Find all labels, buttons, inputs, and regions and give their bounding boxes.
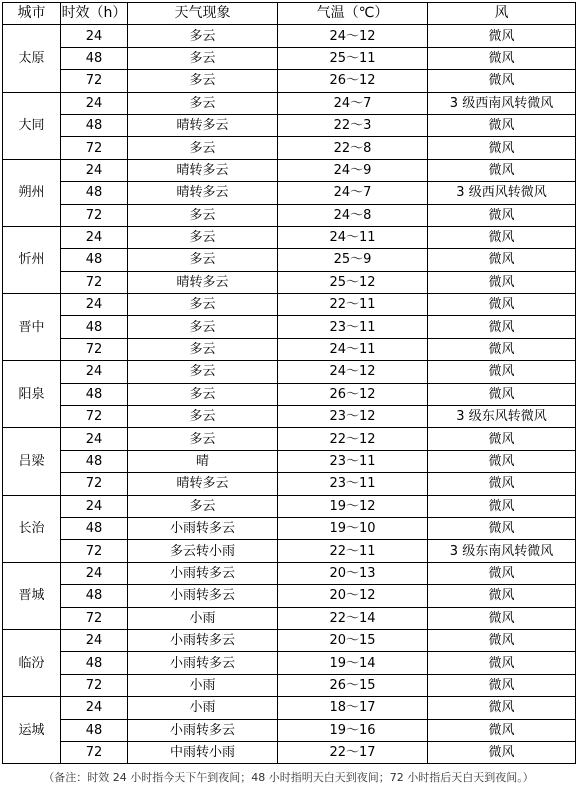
table-row [3, 428, 576, 450]
temperature-cell: 22～14 [278, 607, 428, 629]
wind-cell: 微风 [428, 607, 576, 629]
wind-cell: 微风 [428, 114, 576, 136]
weather-cell: 多云 [128, 92, 278, 114]
temperature-cell: 20～13 [278, 562, 428, 584]
temperature-cell: 24～11 [278, 226, 428, 248]
city-name-cell: 晋中 [3, 294, 61, 361]
temperature-cell: 24～9 [278, 159, 428, 181]
table-row [3, 652, 576, 674]
weather-cell: 多云 [128, 338, 278, 360]
table-row [3, 562, 576, 584]
hours-cell: 24 [61, 226, 128, 248]
table-row [3, 316, 576, 338]
weather-cell: 晴转多云 [128, 271, 278, 293]
weather-cell: 小雨 [128, 607, 278, 629]
weather-cell: 多云转小雨 [128, 540, 278, 562]
hours-cell: 72 [61, 540, 128, 562]
city-name-cell: 长治 [3, 495, 61, 562]
table-row [3, 383, 576, 405]
temperature-cell: 19～16 [278, 719, 428, 741]
weather-cell: 小雨转多云 [128, 517, 278, 539]
table-row [3, 697, 576, 719]
table-row [3, 473, 576, 495]
temperature-cell: 22～8 [278, 137, 428, 159]
wind-cell: 微风 [428, 25, 576, 47]
table-row [3, 719, 576, 741]
table-row [3, 114, 576, 136]
weather-cell: 多云 [128, 294, 278, 316]
wind-cell: 微风 [428, 428, 576, 450]
table-row [3, 182, 576, 204]
wind-cell: 微风 [428, 517, 576, 539]
weather-cell: 多云 [128, 47, 278, 69]
temperature-cell: 22～3 [278, 114, 428, 136]
wind-cell: 微风 [428, 585, 576, 607]
hours-cell: 24 [61, 159, 128, 181]
hours-cell: 72 [61, 406, 128, 428]
hours-cell: 24 [61, 294, 128, 316]
wind-cell: 微风 [428, 47, 576, 69]
city-name-cell: 运城 [3, 697, 61, 764]
wind-cell: 微风 [428, 562, 576, 584]
table-row [3, 226, 576, 248]
temperature-cell: 23～11 [278, 473, 428, 495]
table-row [3, 25, 576, 47]
temperature-cell: 25～12 [278, 271, 428, 293]
temperature-cell: 19～14 [278, 652, 428, 674]
hours-cell: 48 [61, 47, 128, 69]
temperature-cell: 19～12 [278, 495, 428, 517]
hours-cell: 48 [61, 719, 128, 741]
table-row [3, 741, 576, 763]
table-row [3, 450, 576, 472]
wind-cell: 微风 [428, 495, 576, 517]
hours-cell: 72 [61, 607, 128, 629]
weather-cell: 晴转多云 [128, 473, 278, 495]
wind-cell: 微风 [428, 271, 576, 293]
temperature-cell: 20～15 [278, 629, 428, 651]
temperature-cell: 26～12 [278, 70, 428, 92]
table-row [3, 47, 576, 69]
header-temperature: 气温（℃） [278, 3, 428, 25]
table-row [3, 137, 576, 159]
table-row [3, 495, 576, 517]
hours-cell: 48 [61, 182, 128, 204]
hours-cell: 72 [61, 338, 128, 360]
weather-cell: 小雨转多云 [128, 585, 278, 607]
temperature-cell: 22～12 [278, 428, 428, 450]
hours-cell: 24 [61, 697, 128, 719]
table-row [3, 249, 576, 271]
city-name-cell: 太原 [3, 25, 61, 92]
hours-cell: 48 [61, 114, 128, 136]
header-wind: 风 [428, 3, 576, 25]
weather-cell: 中雨转小雨 [128, 741, 278, 763]
city-name-cell: 忻州 [3, 226, 61, 293]
wind-cell: 微风 [428, 249, 576, 271]
weather-cell: 小雨转多云 [128, 652, 278, 674]
temperature-cell: 22～17 [278, 741, 428, 763]
city-name-cell: 朔州 [3, 159, 61, 226]
table-row [3, 406, 576, 428]
wind-cell: 微风 [428, 629, 576, 651]
weather-cell: 多云 [128, 204, 278, 226]
temperature-cell: 24～12 [278, 361, 428, 383]
hours-cell: 24 [61, 428, 128, 450]
table-row [3, 70, 576, 92]
weather-cell: 多云 [128, 383, 278, 405]
hours-cell: 48 [61, 383, 128, 405]
table-row [3, 294, 576, 316]
weather-cell: 多云 [128, 316, 278, 338]
wind-cell: 微风 [428, 450, 576, 472]
hours-cell: 72 [61, 137, 128, 159]
wind-cell: 微风 [428, 159, 576, 181]
wind-cell: 3 级东风转微风 [428, 406, 576, 428]
wind-cell: 微风 [428, 316, 576, 338]
wind-cell: 微风 [428, 70, 576, 92]
temperature-cell: 24～11 [278, 338, 428, 360]
table-row [3, 607, 576, 629]
table-row [3, 540, 576, 562]
header-hours: 时效（h） [61, 3, 128, 25]
city-name-cell: 大同 [3, 92, 61, 159]
hours-cell: 24 [61, 25, 128, 47]
weather-cell: 多云 [128, 495, 278, 517]
temperature-cell: 24～12 [278, 25, 428, 47]
hours-cell: 24 [61, 92, 128, 114]
city-name-cell: 阳泉 [3, 361, 61, 428]
forecast-table [2, 2, 576, 764]
weather-cell: 多云 [128, 361, 278, 383]
temperature-cell: 26～15 [278, 674, 428, 696]
table-row [3, 517, 576, 539]
temperature-cell: 24～8 [278, 204, 428, 226]
table-row [3, 271, 576, 293]
weather-cell: 多云 [128, 406, 278, 428]
weather-cell: 晴转多云 [128, 159, 278, 181]
table-row [3, 674, 576, 696]
hours-cell: 48 [61, 585, 128, 607]
wind-cell: 微风 [428, 652, 576, 674]
city-name-cell: 吕梁 [3, 428, 61, 495]
weather-cell: 小雨转多云 [128, 629, 278, 651]
hours-cell: 48 [61, 450, 128, 472]
header-weather: 天气现象 [128, 3, 278, 25]
temperature-cell: 18～17 [278, 697, 428, 719]
temperature-cell: 25～9 [278, 249, 428, 271]
wind-cell: 3 级东南风转微风 [428, 540, 576, 562]
hours-cell: 72 [61, 741, 128, 763]
temperature-cell: 19～10 [278, 517, 428, 539]
wind-cell: 微风 [428, 204, 576, 226]
hours-cell: 48 [61, 249, 128, 271]
table-row [3, 338, 576, 360]
temperature-cell: 23～11 [278, 316, 428, 338]
wind-cell: 3 级西风转微风 [428, 182, 576, 204]
temperature-cell: 24～7 [278, 92, 428, 114]
wind-cell: 微风 [428, 719, 576, 741]
hours-cell: 24 [61, 629, 128, 651]
hours-cell: 72 [61, 271, 128, 293]
wind-cell: 微风 [428, 226, 576, 248]
table-body [3, 25, 576, 764]
wind-cell: 微风 [428, 338, 576, 360]
weather-cell: 多云 [128, 137, 278, 159]
wind-cell: 微风 [428, 473, 576, 495]
wind-cell: 微风 [428, 137, 576, 159]
table-row [3, 629, 576, 651]
hours-cell: 72 [61, 674, 128, 696]
wind-cell: 微风 [428, 697, 576, 719]
weather-cell: 小雨 [128, 697, 278, 719]
header-row [3, 3, 576, 25]
temperature-cell: 26～12 [278, 383, 428, 405]
hours-cell: 48 [61, 316, 128, 338]
hours-cell: 72 [61, 204, 128, 226]
hours-cell: 72 [61, 473, 128, 495]
temperature-cell: 22～11 [278, 540, 428, 562]
table-row [3, 204, 576, 226]
hours-cell: 24 [61, 361, 128, 383]
table-row [3, 159, 576, 181]
wind-cell: 3 级西南风转微风 [428, 92, 576, 114]
city-name-cell: 临汾 [3, 629, 61, 696]
table-row [3, 361, 576, 383]
wind-cell: 微风 [428, 741, 576, 763]
header-city: 城市 [3, 3, 61, 25]
weather-cell: 多云 [128, 25, 278, 47]
temperature-cell: 22～11 [278, 294, 428, 316]
temperature-cell: 20～12 [278, 585, 428, 607]
weather-cell: 小雨转多云 [128, 562, 278, 584]
temperature-cell: 23～12 [278, 406, 428, 428]
temperature-cell: 23～11 [278, 450, 428, 472]
wind-cell: 微风 [428, 674, 576, 696]
weather-cell: 晴 [128, 450, 278, 472]
hours-cell: 72 [61, 70, 128, 92]
wind-cell: 微风 [428, 383, 576, 405]
wind-cell: 微风 [428, 294, 576, 316]
weather-cell: 小雨转多云 [128, 719, 278, 741]
table-row [3, 585, 576, 607]
weather-cell: 多云 [128, 249, 278, 271]
hours-cell: 48 [61, 517, 128, 539]
table-row [3, 92, 576, 114]
hours-cell: 48 [61, 652, 128, 674]
temperature-cell: 24～7 [278, 182, 428, 204]
weather-cell: 多云 [128, 70, 278, 92]
hours-cell: 24 [61, 562, 128, 584]
wind-cell: 微风 [428, 361, 576, 383]
footnote: （备注：时效 24 小时指今天下午到夜间；48 小时指明天白天到夜间；72 小时指后天白天到夜间。） [43, 771, 534, 784]
weather-cell: 晴转多云 [128, 114, 278, 136]
weather-cell: 晴转多云 [128, 182, 278, 204]
city-name-cell: 晋城 [3, 562, 61, 629]
weather-cell: 多云 [128, 428, 278, 450]
weather-cell: 小雨 [128, 674, 278, 696]
hours-cell: 24 [61, 495, 128, 517]
weather-cell: 多云 [128, 226, 278, 248]
temperature-cell: 25～11 [278, 47, 428, 69]
